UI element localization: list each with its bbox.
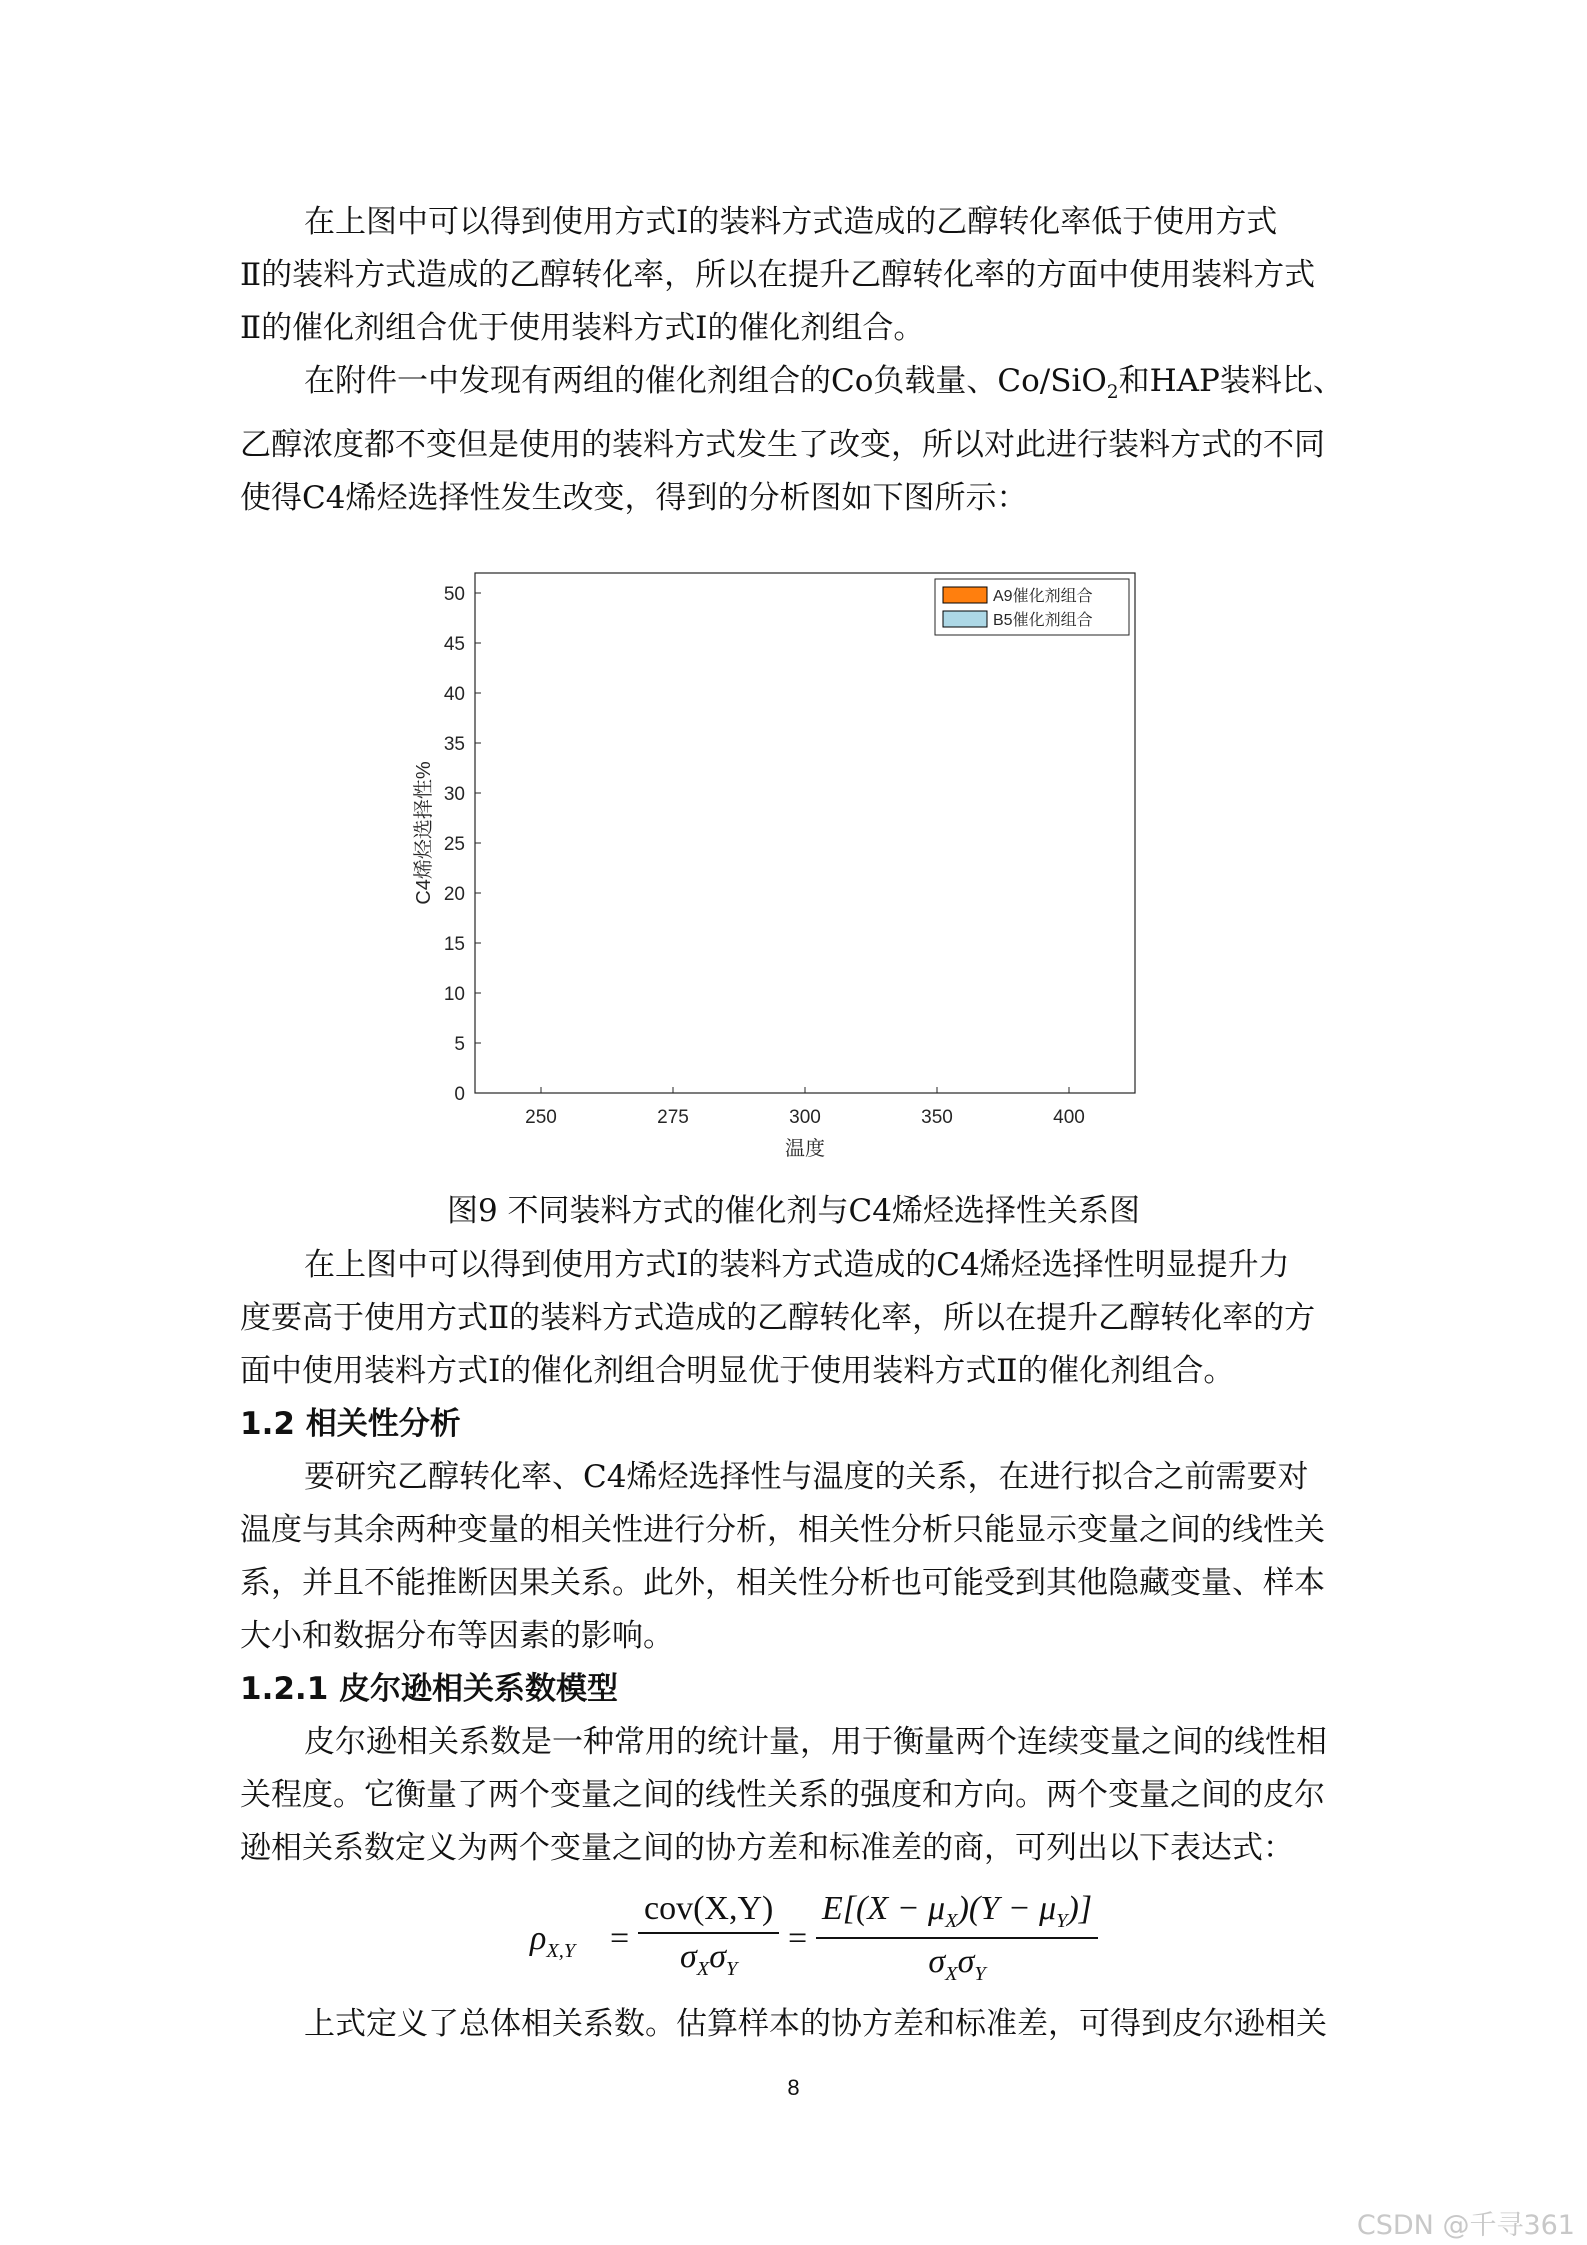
formula-frac2-sigma1: σ	[928, 1942, 946, 1980]
paragraph-1	[240, 196, 1350, 355]
pearson-formula	[520, 1880, 1120, 1990]
figure-9-chart	[400, 555, 1160, 1165]
formula-frac1-sigma2: σ	[709, 1938, 727, 1975]
formula-frac1-numerator: cov(X,Y)	[638, 1890, 779, 1934]
y-tick-label: 40	[443, 684, 465, 705]
legend-swatch-a9	[943, 587, 987, 603]
legend-swatch-b5	[943, 611, 987, 627]
section-heading-1-2: 1.2 相关性分析	[240, 1406, 461, 1442]
formula-frac2-num-sub1: X	[945, 1909, 958, 1932]
formula-frac1-sub1: X	[696, 1957, 710, 1980]
paragraph-1-line-2: Ⅱ的装料方式造成的乙醇转化率，所以在提升乙醇转化率的方面中使用装料方式	[240, 257, 1316, 293]
x-tick-label: 300	[789, 1107, 821, 1128]
figure-caption: 图9 不同装料方式的催化剂与C4烯烃选择性关系图	[446, 1193, 1141, 1229]
y-tick-label: 30	[443, 784, 465, 805]
chart-axes	[412, 573, 1135, 1160]
paragraph-3	[240, 1239, 1350, 1398]
page-number: 8	[787, 2075, 800, 2100]
paragraph-2-line-1-b: 和HAP装料比、	[1118, 363, 1344, 399]
formula-lhs	[530, 1920, 575, 1963]
formula-frac1-sub2: Y	[726, 1957, 738, 1980]
formula-equals-1: =	[610, 1920, 630, 1957]
formula-fraction-1	[638, 1890, 779, 1981]
formula-frac2-sub1: X	[945, 1962, 958, 1985]
chart-svg	[400, 555, 1160, 1165]
legend-label-a9: A9催化剂组合	[993, 588, 1093, 605]
formula-equals-2: =	[788, 1920, 808, 1957]
plot-frame	[475, 573, 1135, 1093]
paragraph-2	[240, 355, 1350, 525]
paragraph-2-line-1	[240, 355, 1350, 419]
formula-frac2-num-b: )(Y − μ	[957, 1890, 1057, 1927]
formula-rho: ρ	[530, 1920, 547, 1957]
formula-lhs-sub: X,Y	[546, 1939, 576, 1962]
x-tick-label: 350	[921, 1107, 953, 1128]
y-tick-label: 25	[443, 834, 465, 855]
x-axis-label: 温度	[785, 1138, 825, 1160]
csdn-watermark: CSDN @千寻361	[1356, 2210, 1575, 2241]
y-tick-label: 15	[443, 934, 465, 955]
paragraph-2-line-1-a: 在附件一中发现有两组的催化剂组合的Co负载量、Co/SiO	[304, 363, 1107, 399]
paragraph-6	[240, 1998, 1350, 2051]
formula-frac2-denominator	[816, 1939, 1098, 1986]
formula-frac2-sigma2: σ	[957, 1942, 975, 1980]
formula-frac2-numerator	[816, 1890, 1098, 1939]
paragraph-4	[240, 1451, 1350, 1663]
x-tick-label: 400	[1053, 1107, 1085, 1128]
paragraph-1-line-1: 在上图中可以得到使用方式Ⅰ的装料方式造成的乙醇转化率低于使用方式	[304, 204, 1278, 240]
formula-frac2-num-c: )]	[1067, 1890, 1093, 1927]
paragraph-3-line-3: 面中使用装料方式Ⅰ的催化剂组合明显优于使用装料方式Ⅱ的催化剂组合。	[240, 1353, 1235, 1389]
paragraph-6-line-1: 上式定义了总体相关系数。估算样本的协方差和标准差，可得到皮尔逊相关	[304, 2006, 1327, 2042]
formula-frac2-num-sub2: Y	[1056, 1909, 1068, 1932]
legend-label-b5: B5催化剂组合	[993, 612, 1093, 629]
paragraph-4-line-4: 大小和数据分布等因素的影响。	[240, 1618, 674, 1654]
x-tick-label: 250	[525, 1107, 557, 1128]
y-tick-label: 45	[443, 634, 465, 655]
paragraph-3-line-1: 在上图中可以得到使用方式Ⅰ的装料方式造成的C4烯烃选择性明显提升力	[304, 1247, 1290, 1283]
paragraph-1-line-3: Ⅱ的催化剂组合优于使用装料方式Ⅰ的催化剂组合。	[240, 310, 925, 346]
paragraph-2-line-2: 乙醇浓度都不变但是使用的装料方式发生了改变，所以对此进行装料方式的不同	[240, 427, 1325, 464]
formula-frac1-denominator	[638, 1934, 779, 1981]
subscript-2: 2	[1106, 382, 1119, 404]
chart-legend	[935, 579, 1129, 635]
paragraph-2-line-3: 使得C4烯烃选择性发生改变，得到的分析图如下图所示：	[240, 480, 1028, 517]
x-tick-label: 275	[657, 1107, 689, 1128]
paragraph-5-line-3: 逊相关系数定义为两个变量之间的协方差和标准差的商，可列出以下表达式：	[240, 1830, 1294, 1866]
formula-frac2-num-a: E[(X − μ	[822, 1890, 946, 1927]
y-tick-label: 0	[454, 1084, 465, 1105]
paragraph-4-line-1: 要研究乙醇转化率、C4烯烃选择性与温度的关系，在进行拟合之前需要对	[304, 1459, 1309, 1495]
paragraph-5-line-2: 关程度。它衡量了两个变量之间的线性关系的强度和方向。两个变量之间的皮尔	[240, 1777, 1325, 1813]
formula-fraction-2	[816, 1890, 1098, 1986]
y-tick-label: 5	[454, 1034, 465, 1055]
section-heading-1-2-1: 1.2.1 皮尔逊相关系数模型	[240, 1671, 619, 1707]
paragraph-5-line-1: 皮尔逊相关系数是一种常用的统计量，用于衡量两个连续变量之间的线性相	[304, 1724, 1327, 1760]
y-tick-label: 10	[443, 984, 465, 1005]
y-tick-label: 35	[443, 734, 465, 755]
formula-frac2-sub2: Y	[974, 1962, 986, 1985]
paragraph-3-line-2: 度要高于使用方式Ⅱ的装料方式造成的乙醇转化率，所以在提升乙醇转化率的方	[240, 1300, 1316, 1336]
paragraph-5	[240, 1716, 1350, 1875]
formula-frac1-sigma1: σ	[679, 1938, 697, 1975]
y-tick-label: 50	[443, 584, 465, 605]
paragraph-4-line-2: 温度与其余两种变量的相关性进行分析，相关性分析只能显示变量之间的线性关	[240, 1512, 1325, 1548]
y-axis-label: C4烯烃选择性%	[413, 761, 435, 905]
paragraph-4-line-3: 系，并且不能推断因果关系。此外，相关性分析也可能受到其他隐藏变量、样本	[240, 1565, 1325, 1601]
y-tick-label: 20	[443, 884, 465, 905]
